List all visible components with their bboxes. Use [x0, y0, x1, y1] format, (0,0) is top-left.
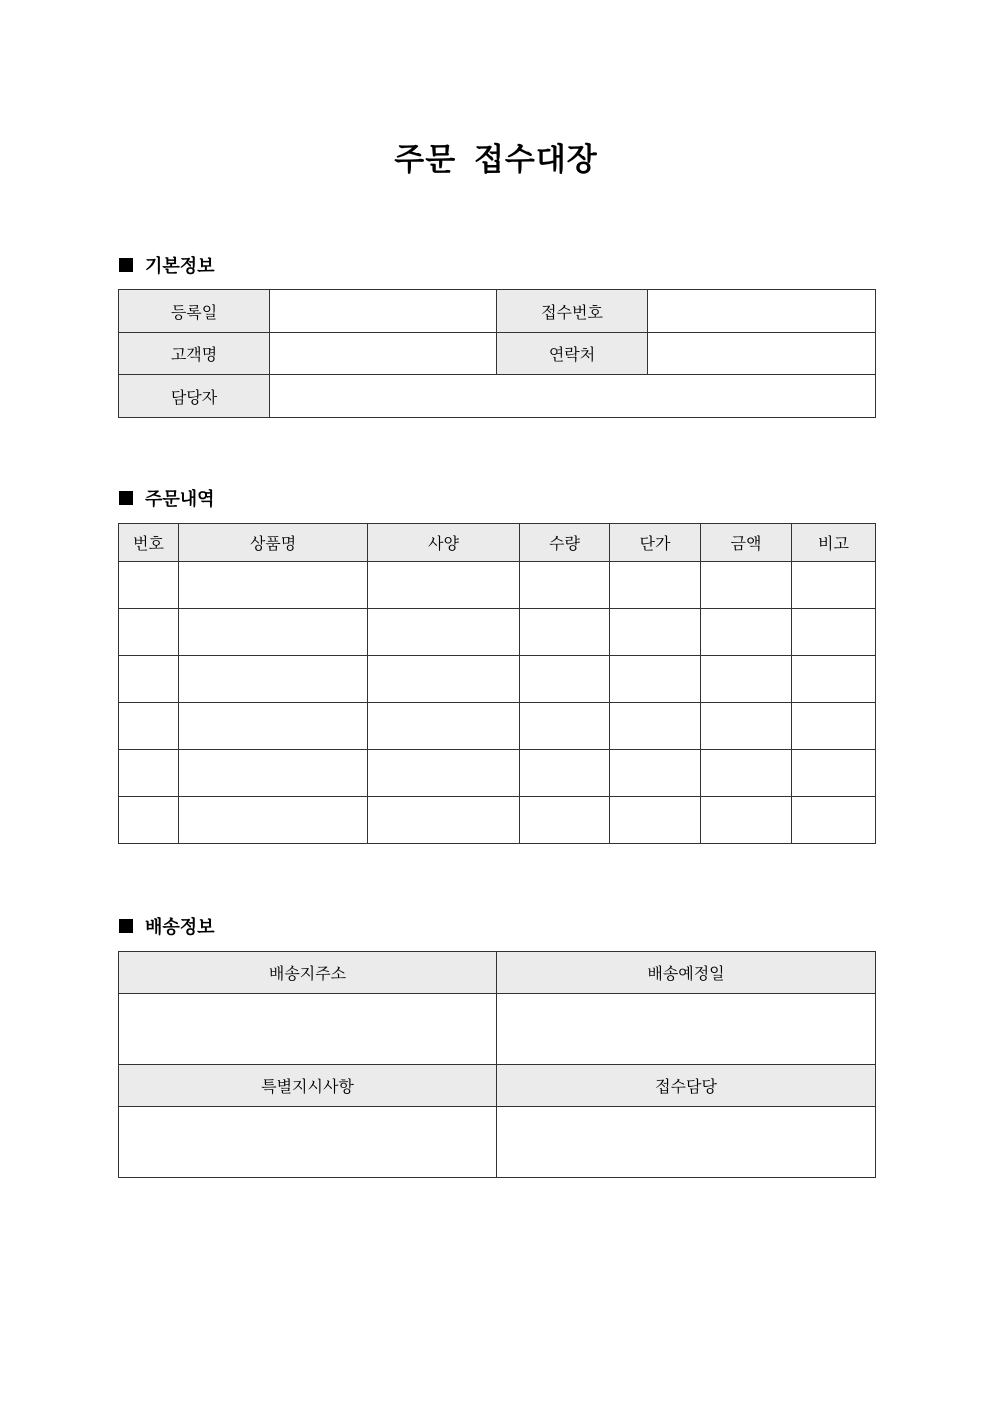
- table-cell[interactable]: [119, 562, 179, 609]
- shipping-address-label: 배송지주소: [119, 952, 497, 994]
- column-header-quantity: 수량: [520, 524, 610, 562]
- table-cell[interactable]: [368, 703, 520, 750]
- square-bullet-icon: [119, 258, 133, 272]
- table-cell[interactable]: [119, 609, 179, 656]
- column-header-amount: 금액: [701, 524, 792, 562]
- table-row: [119, 703, 876, 750]
- table-cell[interactable]: [701, 797, 792, 844]
- table-cell[interactable]: [179, 562, 368, 609]
- table-cell[interactable]: [119, 656, 179, 703]
- receipt-number-label: 접수번호: [497, 290, 648, 333]
- table-cell[interactable]: [179, 609, 368, 656]
- table-cell[interactable]: [368, 750, 520, 797]
- receipt-number-field[interactable]: [648, 290, 876, 333]
- section-shipping-info-title: 배송정보: [145, 917, 215, 938]
- delivery-date-label: 배송예정일: [497, 952, 876, 994]
- table-cell[interactable]: [368, 562, 520, 609]
- section-basic-info-heading: [119, 253, 215, 277]
- table-cell[interactable]: [368, 656, 520, 703]
- column-header-spec: 사양: [368, 524, 520, 562]
- table-cell[interactable]: [520, 750, 610, 797]
- table-cell[interactable]: [610, 609, 701, 656]
- column-header-number: 번호: [119, 524, 179, 562]
- table-cell[interactable]: [179, 656, 368, 703]
- order-details-table: [118, 523, 876, 844]
- square-bullet-icon: [119, 491, 133, 505]
- contact-label: 연락처: [497, 333, 648, 375]
- table-cell[interactable]: [610, 797, 701, 844]
- table-cell[interactable]: [520, 609, 610, 656]
- table-row: [119, 562, 876, 609]
- table-cell[interactable]: [701, 609, 792, 656]
- table-cell[interactable]: [520, 562, 610, 609]
- column-header-unit-price: 단가: [610, 524, 701, 562]
- table-cell[interactable]: [610, 750, 701, 797]
- table-cell[interactable]: [119, 797, 179, 844]
- contact-field[interactable]: [648, 333, 876, 375]
- receipt-manager-label: 접수담당: [497, 1065, 876, 1107]
- table-cell[interactable]: [368, 609, 520, 656]
- customer-name-label: 고객명: [119, 333, 270, 375]
- table-cell[interactable]: [792, 562, 876, 609]
- table-cell[interactable]: [792, 797, 876, 844]
- section-order-details-title: 주문내역: [145, 489, 215, 510]
- customer-name-field[interactable]: [270, 333, 497, 375]
- table-cell[interactable]: [179, 750, 368, 797]
- shipping-address-field[interactable]: [119, 994, 497, 1065]
- table-cell[interactable]: [119, 750, 179, 797]
- table-cell[interactable]: [701, 703, 792, 750]
- registration-date-label: 등록일: [119, 290, 270, 333]
- table-cell[interactable]: [119, 703, 179, 750]
- special-instructions-field[interactable]: [119, 1107, 497, 1178]
- manager-field[interactable]: [270, 375, 876, 418]
- section-basic-info-title: 기본정보: [145, 256, 215, 277]
- table-cell[interactable]: [610, 703, 701, 750]
- registration-date-field[interactable]: [270, 290, 497, 333]
- table-cell[interactable]: [520, 703, 610, 750]
- receipt-manager-field[interactable]: [497, 1107, 876, 1178]
- section-shipping-info-heading: [119, 914, 215, 938]
- square-bullet-icon: [119, 919, 133, 933]
- page-title: 주문 접수대장: [394, 142, 598, 178]
- table-cell[interactable]: [520, 656, 610, 703]
- table-cell[interactable]: [179, 703, 368, 750]
- shipping-info-table: [118, 951, 876, 1178]
- section-order-details-heading: [119, 486, 215, 510]
- table-cell[interactable]: [701, 562, 792, 609]
- table-cell[interactable]: [610, 656, 701, 703]
- table-cell[interactable]: [792, 750, 876, 797]
- basic-info-table: [118, 289, 876, 418]
- column-header-remarks: 비고: [792, 524, 876, 562]
- manager-label: 담당자: [119, 375, 270, 418]
- table-row: [119, 656, 876, 703]
- table-cell[interactable]: [610, 562, 701, 609]
- table-cell[interactable]: [701, 656, 792, 703]
- column-header-product-name: 상품명: [179, 524, 368, 562]
- delivery-date-field[interactable]: [497, 994, 876, 1065]
- table-cell[interactable]: [701, 750, 792, 797]
- table-cell[interactable]: [792, 703, 876, 750]
- table-row: [119, 750, 876, 797]
- special-instructions-label: 특별지시사항: [119, 1065, 497, 1107]
- table-row: [119, 797, 876, 844]
- order-header-row: [119, 524, 876, 562]
- table-cell[interactable]: [368, 797, 520, 844]
- table-cell[interactable]: [792, 656, 876, 703]
- table-cell[interactable]: [179, 797, 368, 844]
- table-row: [119, 609, 876, 656]
- table-cell[interactable]: [520, 797, 610, 844]
- table-cell[interactable]: [792, 609, 876, 656]
